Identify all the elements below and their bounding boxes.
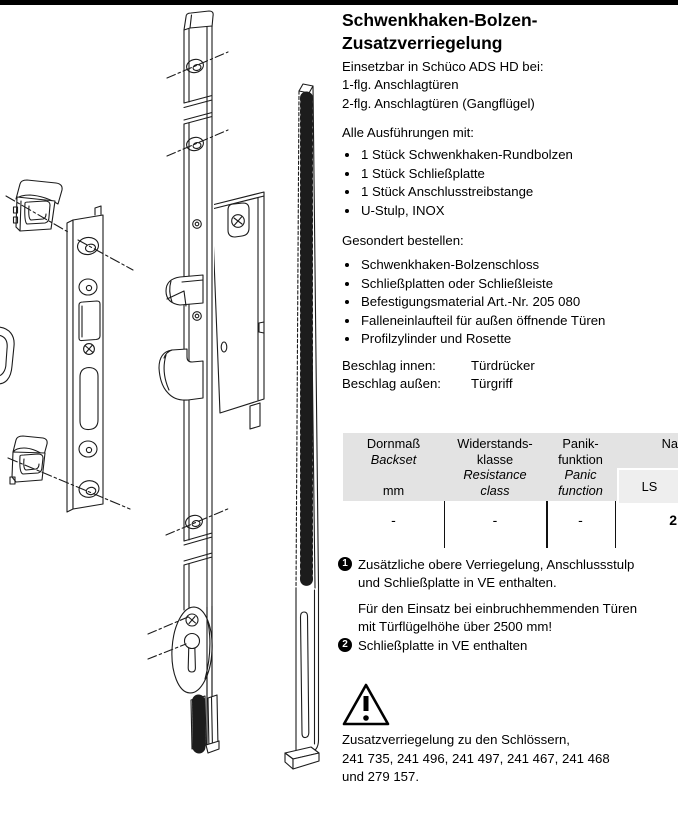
page-title-line2: Zusatzverriegelung [342,33,503,53]
list-item: • Befestigungsmaterial Art.-Nr. 205 080 [360,293,605,312]
cell-widerstandsklasse: - [492,512,498,528]
clip-bottom-drawing [10,436,47,484]
strike-plate-drawing [67,206,103,512]
list-item: • U-Stulp, INOX [360,202,573,221]
list-item: • 1 Stück Schließplatte [360,165,573,184]
footnote-1-text: Zusätzliche obere Verriegelung, Anschlussstulp und Schließplatte in VE enthalten. [358,557,635,590]
list-item: • 1 Stück Anschlusstreibstange [360,183,573,202]
warning-text: Zusatzverriegelung zu den Schlössern, 241 735, 241 496, 241 497, 241 467, 241 468 und 279 157. [342,732,610,784]
list-item: • Schließplatten oder Schließleiste [360,275,605,294]
page-title [342,9,678,55]
footnote-1-marker: 1 [338,557,352,571]
rack-teeth-drawing [191,695,219,753]
fitting-row-outer [342,375,535,393]
list-item: • 1 Stück Schwenkhaken-Rundbolzen [360,146,573,165]
footnote-2-marker: 2 [338,638,352,652]
spec-table [343,433,678,551]
fittings-block [342,357,535,393]
header-panikfunktion: Panik- funktion Panic function [558,436,603,498]
footnote-1-note: Für den Einsatz bei einbruchhemmenden Türen mit Türflügelhöhe über 2500 mm! [358,601,638,634]
intro-block [342,58,544,113]
intro-line: Einsetzbar in Schüco ADS HD bei: [342,59,544,74]
header-widerstandsklasse: Widerstands- klasse Resistance class [457,436,533,498]
intro-line: 1-flg. Anschlagtüren [342,77,459,93]
header-artnr-truncated: Na [661,436,678,451]
footnote-2-text: Schließplatte in VE enthalten [358,638,528,653]
cell-dornmass: - [391,512,396,528]
page-title-line1: Schwenkhaken-Bolzen- [342,10,538,30]
lock-body-drawing [212,192,264,429]
fitting-value: Türgriff [471,376,513,391]
warning-triangle-icon [342,682,392,728]
intro-line: 2-flg. Anschlagtüren (Gangflügel) [342,95,535,111]
cell-artnr-truncated: 2 [669,512,677,528]
versions-list [346,146,573,220]
edge-fragment-drawing [0,327,14,384]
spec-table-header [343,433,678,501]
header-dornmass: Dornmaß Backset mm [366,436,421,498]
cell-panikfunktion: - [578,512,583,528]
fitting-label: Beschlag innen: [342,358,436,373]
list-item: • Schwenkhaken-Bolzenschloss [360,256,605,275]
list-item: • Falleneinlaufteil für außen öffnende Türen [360,312,605,331]
separate-order-heading: Gesondert bestellen: [342,233,464,248]
fitting-row-inner [342,357,535,375]
header-ls-subcell: LS [617,468,678,503]
drive-rod-drawing [285,84,319,769]
separate-order-list [346,256,605,349]
list-item: • Profilzylinder und Rosette [360,330,605,349]
versions-heading: Alle Ausführungen mit: [342,125,474,140]
fitting-label: Beschlag außen: [342,376,441,391]
swing-hook-bolt-drawing [166,275,203,306]
fitting-value: Türdrücker [471,358,535,373]
clip-top-drawing [14,180,63,231]
